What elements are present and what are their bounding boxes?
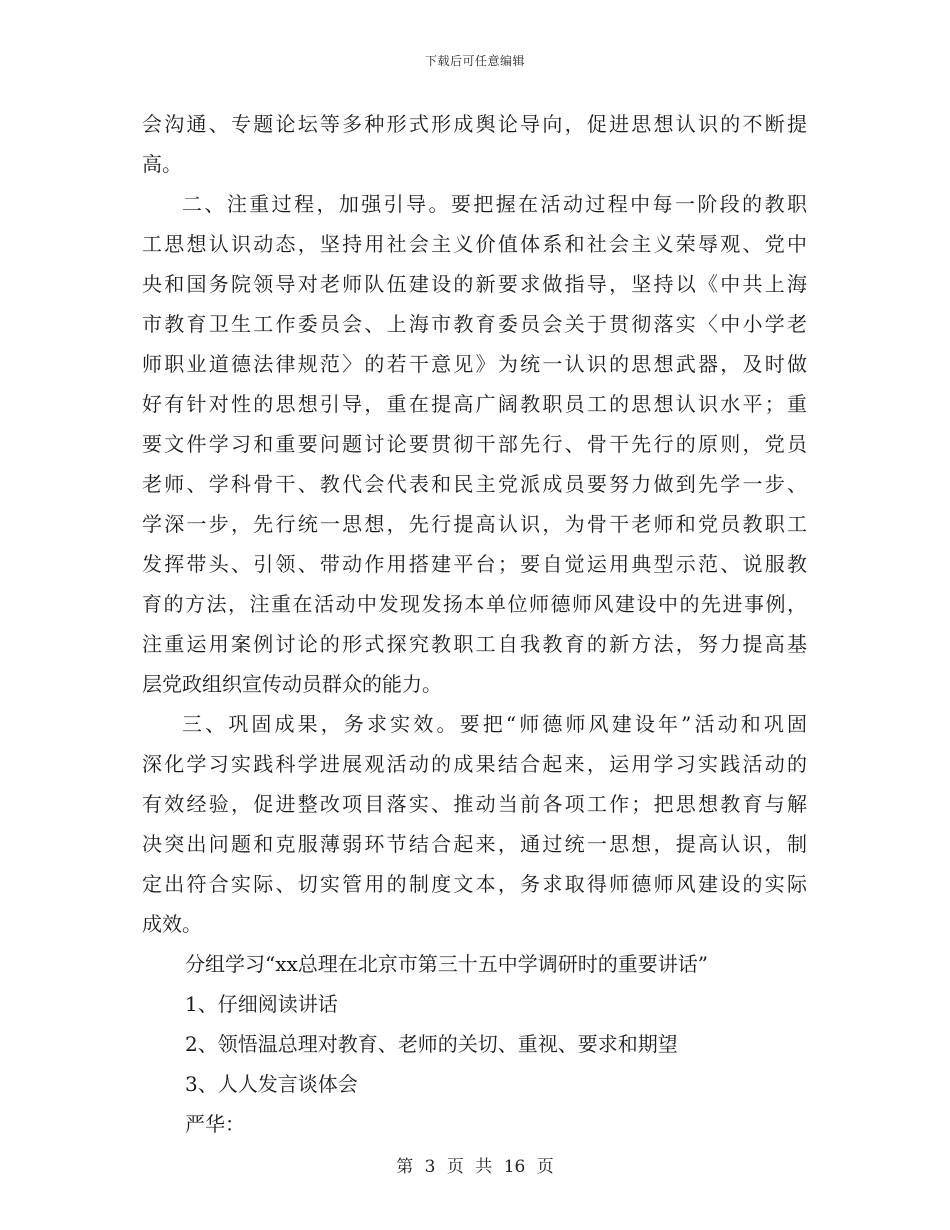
body-line: 成效。	[142, 912, 202, 936]
body-line: 注重运用案例讨论的形式探究教职工自我教育的新方法，努力提高基	[142, 632, 807, 656]
body-line: 分组学习“xx总理在北京市第三十五中学调研时的重要讲话”	[185, 952, 709, 976]
body-line: 1、仔细阅读讲话	[185, 992, 338, 1016]
body-line: 会沟通、专题论坛等多种形式形成舆论导向，促进思想认识的不断提	[142, 112, 807, 136]
body-line: 深化学习实践科学进展观活动的成果结合起来，运用学习实践活动的	[142, 752, 807, 776]
body-line: 高。	[142, 152, 182, 176]
page-footer: 第 3 页 共 16 页	[396, 1157, 554, 1177]
document-body	[142, 104, 807, 1144]
body-line: 学深一步，先行统一思想，先行提高认识，为骨干老师和党员教职工	[142, 512, 807, 536]
body-line: 3、人人发言谈体会	[185, 1072, 358, 1096]
body-line: 老师、学科骨干、教代会代表和民主党派成员要努力做到先学一步、	[142, 472, 807, 496]
body-line: 央和国务院领导对老师队伍建设的新要求做指导，坚持以《中共上海	[142, 272, 807, 296]
body-line: 定出符合实际、切实管用的制度文本，务求取得师德师风建设的实际	[142, 872, 807, 896]
body-line: 二、注重过程，加强引导。要把握在活动过程中每一阶段的教职	[182, 192, 807, 216]
body-line: 市教育卫生工作委员会、上海市教育委员会关于贯彻落实〈中小学老	[142, 312, 807, 336]
body-line: 2、领悟温总理对教育、老师的关切、重视、要求和期望	[185, 1032, 678, 1056]
body-line: 要文件学习和重要问题讨论要贯彻干部先行、骨干先行的原则，党员	[142, 432, 807, 456]
body-line: 决突出问题和克服薄弱环节结合起来，通过统一思想，提高认识，制	[142, 832, 807, 856]
body-line: 严华：	[185, 1112, 245, 1136]
header-note: 下载后可任意编辑	[424, 54, 525, 68]
body-line: 三、巩固成果，务求实效。要把“师德师风建设年”活动和巩固	[182, 712, 807, 736]
body-line: 师职业道德法律规范〉的若干意见》为统一认识的思想武器，及时做	[142, 352, 807, 376]
body-line: 有效经验，促进整改项目落实、推动当前各项工作；把思想教育与解	[142, 792, 807, 816]
body-line: 好有针对性的思想引导，重在提高广阔教职员工的思想认识水平；重	[142, 392, 807, 416]
body-line: 发挥带头、引领、带动作用搭建平台；要自觉运用典型示范、说服教	[142, 552, 807, 576]
body-line: 层党政组织宣传动员群众的能力。	[142, 672, 442, 696]
body-line: 工思想认识动态，坚持用社会主义价值体系和社会主义荣辱观、党中	[142, 232, 807, 256]
body-line: 育的方法，注重在活动中发现发扬本单位师德师风建设中的先进事例，	[142, 592, 807, 616]
